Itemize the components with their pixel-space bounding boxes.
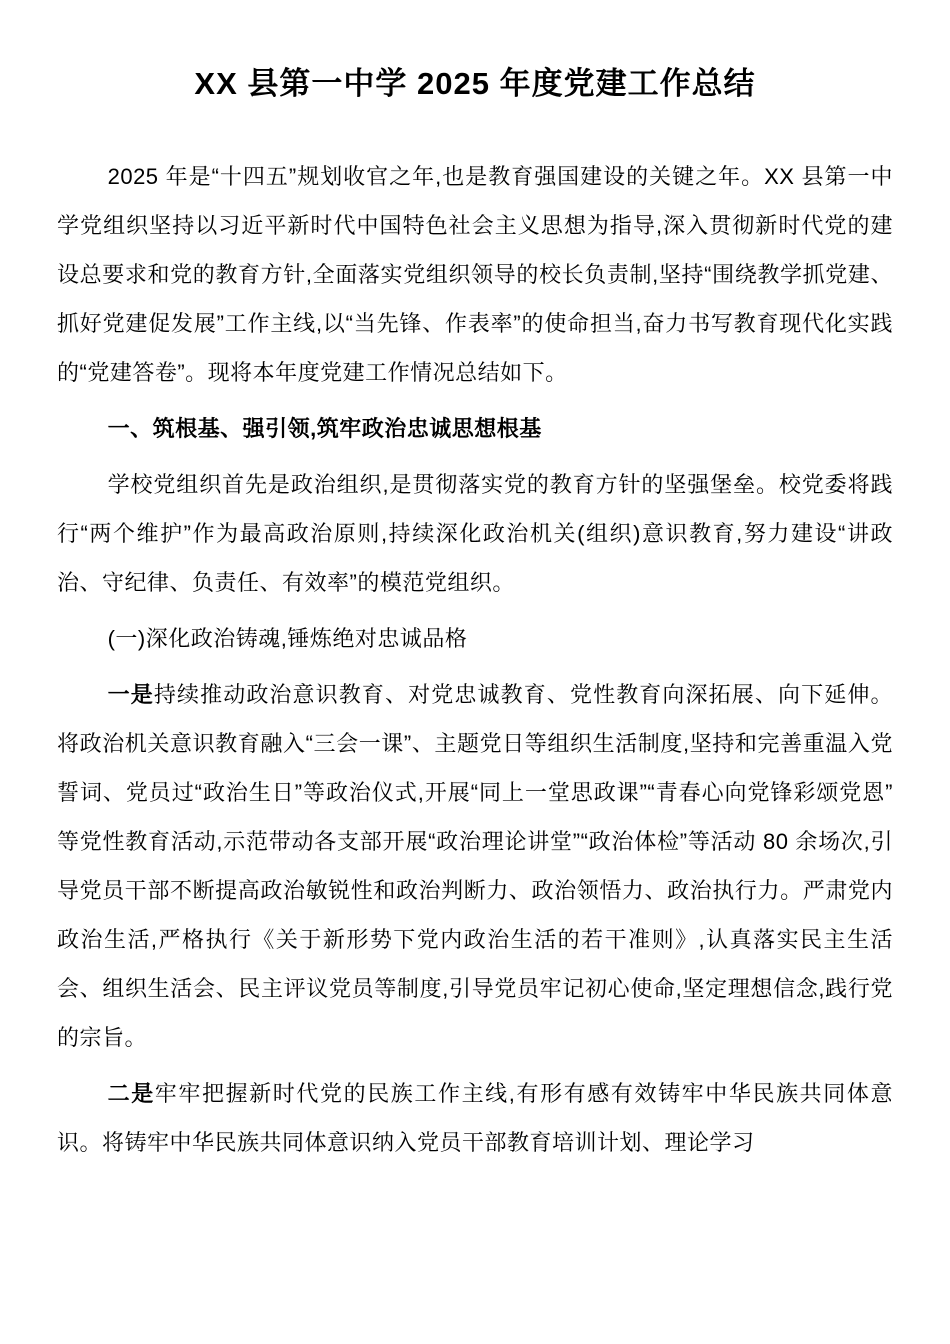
subsection-heading-1-1: (一)深化政治铸魂,锤炼绝对忠诚品格	[107, 626, 468, 651]
paragraph-point-2-lead: 二是	[107, 1081, 155, 1106]
paragraph-point-1-lead: 一是	[107, 682, 154, 707]
section-heading-1: 一、筑根基、强引领,筑牢政治忠诚思想根基	[107, 416, 542, 441]
paragraph-point-2-text: 牢牢把握新时代党的民族工作主线,有形有感有效铸牢中华民族共同体意识。将铸牢中华民族共同体意识纳入党员干部教育培训计划、理论学习	[57, 1081, 893, 1155]
paragraph-point-1	[57, 670, 893, 1062]
paragraph-section-1-intro: 学校党组织首先是政治组织,是贯彻落实党的教育方针的坚强堡垒。校党委将践行“两个维护”作为最高政治原则,持续深化政治机关(组织)意识教育,努力建设“讲政治、守纪律、负责任、有效率”的模范党组织。	[57, 472, 893, 595]
document-title: XX 县第一中学 2025 年度党建工作总结	[194, 66, 756, 101]
paragraph-point-1-text: 持续推动政治意识教育、对党忠诚教育、党性教育向深拓展、向下延伸。将政治机关意识教育融入“三会一课”、主题党日等组织生活制度,坚持和完善重温入党誓词、党员过“政治生日”等政治仪式,开展“同上一堂思政课”“青春心向党锋彩颂党恩”等党性教育活动,示范带动各支部开展“政治理论讲堂”“政治体检”等活动 80 余场次,引导党员干部不断提高政治敏锐性和政治判断力、政治领悟力、政治执行力。严肃党内政治生活,严格执行《关于新形势下党内政治生活的若干准则》,认真落实民主生活会、组织生活会、民主评议党员等制度,引导党员牢记初心使命,坚定理想信念,践行党的宗旨。	[57, 682, 893, 1050]
paragraph-intro: 2025 年是“十四五”规划收官之年,也是教育强国建设的关键之年。XX 县第一中学党组织坚持以习近平新时代中国特色社会主义思想为指导,深入贯彻新时代党的建设总要求和党的教育方针,全面落实党组织领导的校长负责制,坚持“围绕教学抓党建、抓好党建促发展”工作主线,以“当先锋、作表率”的使命担当,奋力书写教育现代化实践的“党建答卷”。现将本年度党建工作情况总结如下。	[57, 164, 893, 385]
paragraph-point-2	[57, 1069, 893, 1167]
